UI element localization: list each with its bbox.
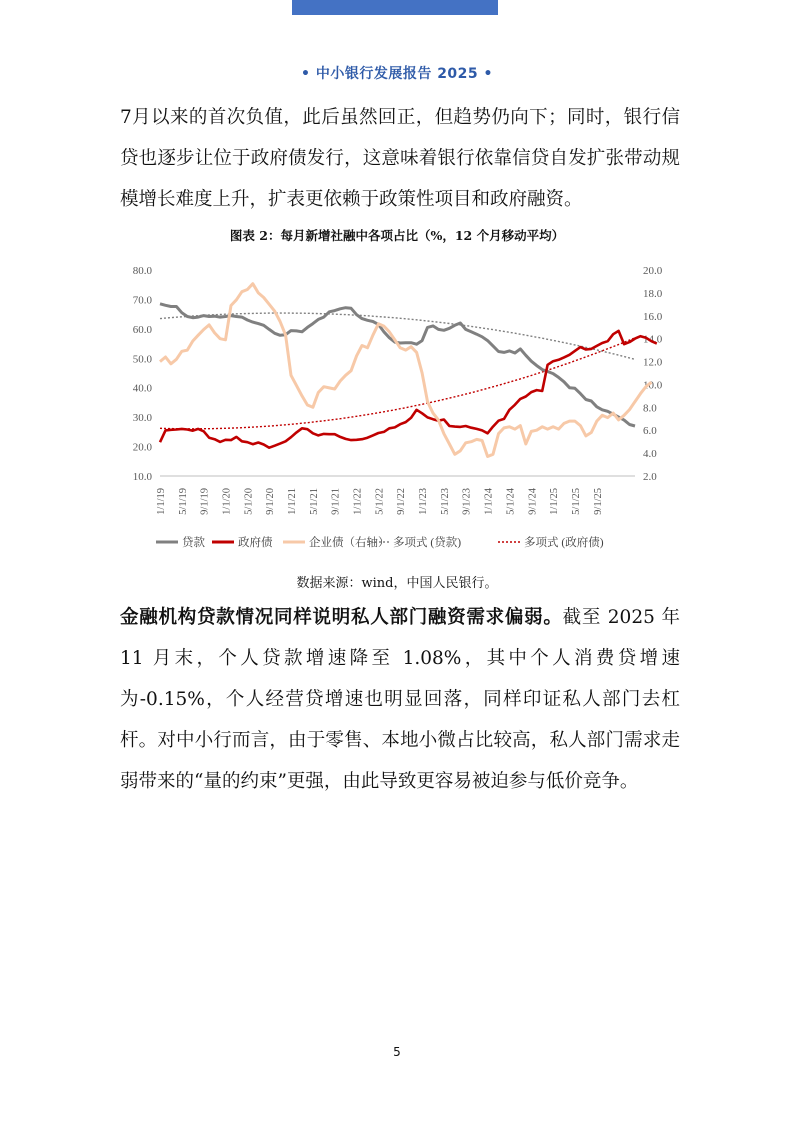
y-left-tick-label: 80.0 (132, 265, 152, 277)
x-tick-label: 1/1/23 (418, 488, 430, 515)
paragraph-body: 截至 2025 年 11 月末，个人贷款增速降至 1.08%，其中个人消费贷增速为-0.15%，个人经营贷增速也明显回落，同样印证私人部门去杠杆。对中小行而言，由于零售、本地小微占比较高，私人部门需求走弱带来的“量的约束”更强，由此导致更容易被迫参与低价竞争。 (120, 607, 680, 792)
series-line-2 (160, 284, 651, 457)
y-left-tick-label: 70.0 (132, 294, 152, 307)
x-tick-label: 9/1/20 (265, 488, 277, 515)
y-left-tick-label: 40.0 (132, 382, 152, 395)
x-tick-label: 5/1/19 (177, 488, 189, 515)
x-tick-label: 9/1/23 (461, 488, 473, 515)
x-tick-label: 5/1/20 (243, 488, 255, 515)
y-right-tick-label: 8.0 (643, 402, 657, 415)
x-tick-label: 1/1/19 (156, 488, 167, 515)
legend-label-2: 企业债（右轴） (309, 537, 390, 549)
series-lines (160, 284, 657, 457)
y-left-tick-label: 20.0 (132, 441, 152, 454)
y-left-tick-label: 60.0 (132, 323, 152, 336)
y-right-tick-label: 12.0 (643, 356, 663, 369)
x-tick-label: 1/1/24 (483, 488, 495, 515)
x-tick-label: 1/1/25 (549, 488, 561, 515)
x-tick-label: 5/1/23 (439, 488, 451, 515)
series-line-0 (160, 304, 635, 426)
figure-title: 图表 2：每月新增社融中各项占比（%，12 个月移动平均） (229, 228, 565, 243)
x-tick-label: 1/1/21 (287, 488, 299, 515)
x-tick-label: 5/1/24 (505, 488, 517, 515)
x-tick-label: 9/1/21 (330, 488, 342, 515)
figure-source: 数据来源：wind，中国人民银行。 (296, 576, 498, 591)
y-left-tick-label: 30.0 (132, 412, 152, 425)
x-tick-label: 9/1/19 (199, 488, 211, 515)
y-left-tick-label: 10.0 (132, 471, 152, 483)
x-tick-label: 5/1/21 (308, 488, 320, 515)
page-number: 5 (393, 1045, 401, 1059)
x-tick-label: 5/1/22 (374, 488, 386, 515)
x-tick-label: 9/1/25 (592, 488, 604, 515)
chart-legend (156, 535, 604, 549)
y-right-tick-label: 6.0 (643, 425, 657, 438)
x-tick-label: 9/1/24 (527, 488, 539, 515)
share-line-chart (120, 254, 680, 564)
legend-label-3: 多项式 (贷款) (393, 537, 462, 549)
x-tick-label: 1/1/22 (352, 488, 364, 515)
x-tick-label: 1/1/20 (221, 488, 233, 515)
y-right-tick-label: 14.0 (643, 333, 663, 346)
y-left-tick-label: 50.0 (132, 353, 152, 366)
x-tick-label: 5/1/25 (570, 488, 582, 515)
chart-axes (133, 265, 663, 515)
trendlines (160, 313, 635, 429)
y-right-tick-label: 4.0 (643, 448, 657, 461)
body-paragraph-1: 7月以来的首次负值，此后虽然回正，但趋势仍向下；同时，银行信贷也逐步让位于政府债发行，这意味着银行依靠信贷自发扩张带动规模增长难度上升，扩表更依赖于政策性项目和政府融资。 (120, 107, 680, 210)
legend-label-4: 多项式 (政府债) (524, 537, 604, 549)
y-right-tick-label: 18.0 (643, 287, 663, 300)
y-right-tick-label: 16.0 (643, 310, 663, 323)
legend-label-1: 政府债 (238, 537, 273, 549)
y-right-tick-label: 2.0 (643, 471, 657, 483)
body-paragraph-2 (120, 597, 680, 802)
x-tick-label: 9/1/22 (396, 488, 408, 515)
header-accent-bar (292, 0, 498, 15)
paragraph-lead: 金融机构贷款情况同样说明私人部门融资需求偏弱。 (120, 607, 563, 628)
report-header: • 中小银行发展报告 2025 • (301, 66, 493, 82)
y-right-tick-label: 20.0 (643, 265, 663, 277)
y-right-tick-label: 10.0 (643, 379, 663, 392)
trendline-3 (160, 313, 635, 359)
legend-label-0: 贷款 (182, 537, 205, 549)
